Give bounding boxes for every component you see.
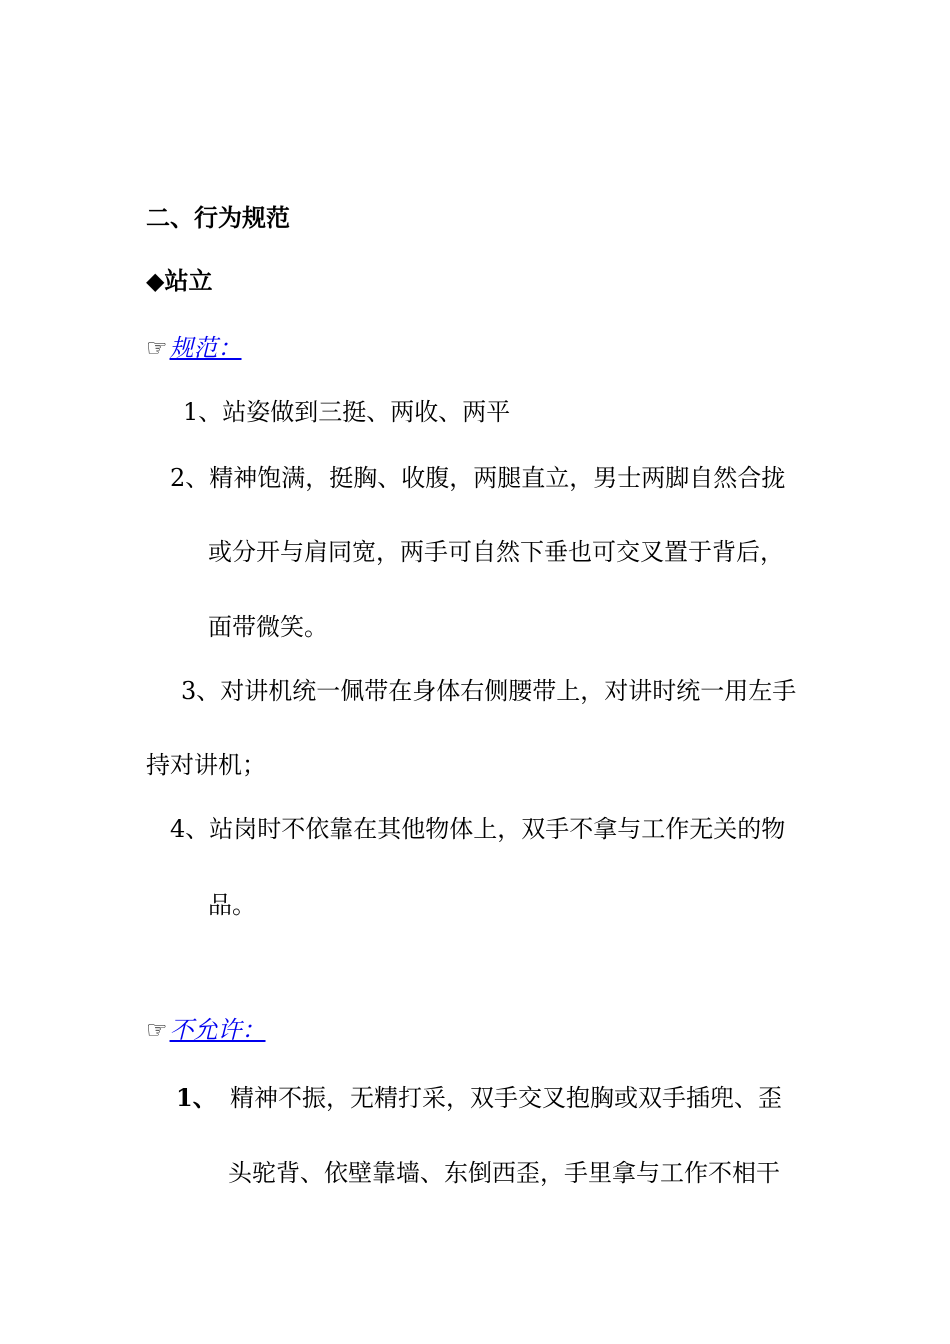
pointing-hand-icon: ☞ xyxy=(146,334,168,362)
standard-item-4-line-1 xyxy=(170,814,785,844)
standard-item-1 xyxy=(183,397,510,427)
standard-item-2-line-2: 或分开与肩同宽，两手可自然下垂也可交叉置于背后， xyxy=(208,538,784,566)
item-text: 精神不振，无精打采，双手交叉抱胸或双手插兜、歪 xyxy=(230,1084,782,1112)
item-text: 精神饱满，挺胸、收腹，两腿直立，男士两脚自然合拢 xyxy=(209,464,786,492)
prohibited-heading-row xyxy=(146,1015,266,1045)
standard-item-3-line-2: 持对讲机； xyxy=(146,751,266,779)
standard-heading-row xyxy=(146,333,242,363)
diamond-icon: ◆ xyxy=(146,266,165,295)
item-number: 2、 xyxy=(170,464,210,492)
item-number: 1、 xyxy=(176,1083,217,1112)
prohibited-item-1-line-1 xyxy=(176,1083,782,1113)
standard-item-2-line-3: 面带微笑。 xyxy=(208,613,328,641)
prohibited-heading-link[interactable]: 不允许： xyxy=(169,1016,266,1044)
item-text: 对讲机统一佩带在身体右侧腰带上，对讲时统一用左手 xyxy=(220,677,797,705)
standard-item-2-line-1 xyxy=(170,463,785,493)
prohibited-item-1-line-2: 头驼背、依壁靠墙、东倒西歪，手里拿与工作不相干 xyxy=(228,1159,780,1187)
item-number: 1、 xyxy=(183,398,223,426)
standard-item-4-line-2: 品。 xyxy=(208,891,256,919)
section-title: 二、行为规范 xyxy=(146,203,290,232)
subsection-title-row xyxy=(146,266,212,296)
standard-item-3-line-1 xyxy=(181,676,796,706)
subsection-title: 站立 xyxy=(164,266,213,295)
item-number: 4、 xyxy=(170,815,210,843)
item-text: 站岗时不依靠在其他物体上，双手不拿与工作无关的物 xyxy=(209,815,786,843)
item-text: 站姿做到三挺、两收、两平 xyxy=(222,398,511,426)
standard-heading-link[interactable]: 规范： xyxy=(169,334,242,362)
item-number: 3、 xyxy=(181,677,221,705)
pointing-hand-icon: ☞ xyxy=(146,1016,168,1044)
